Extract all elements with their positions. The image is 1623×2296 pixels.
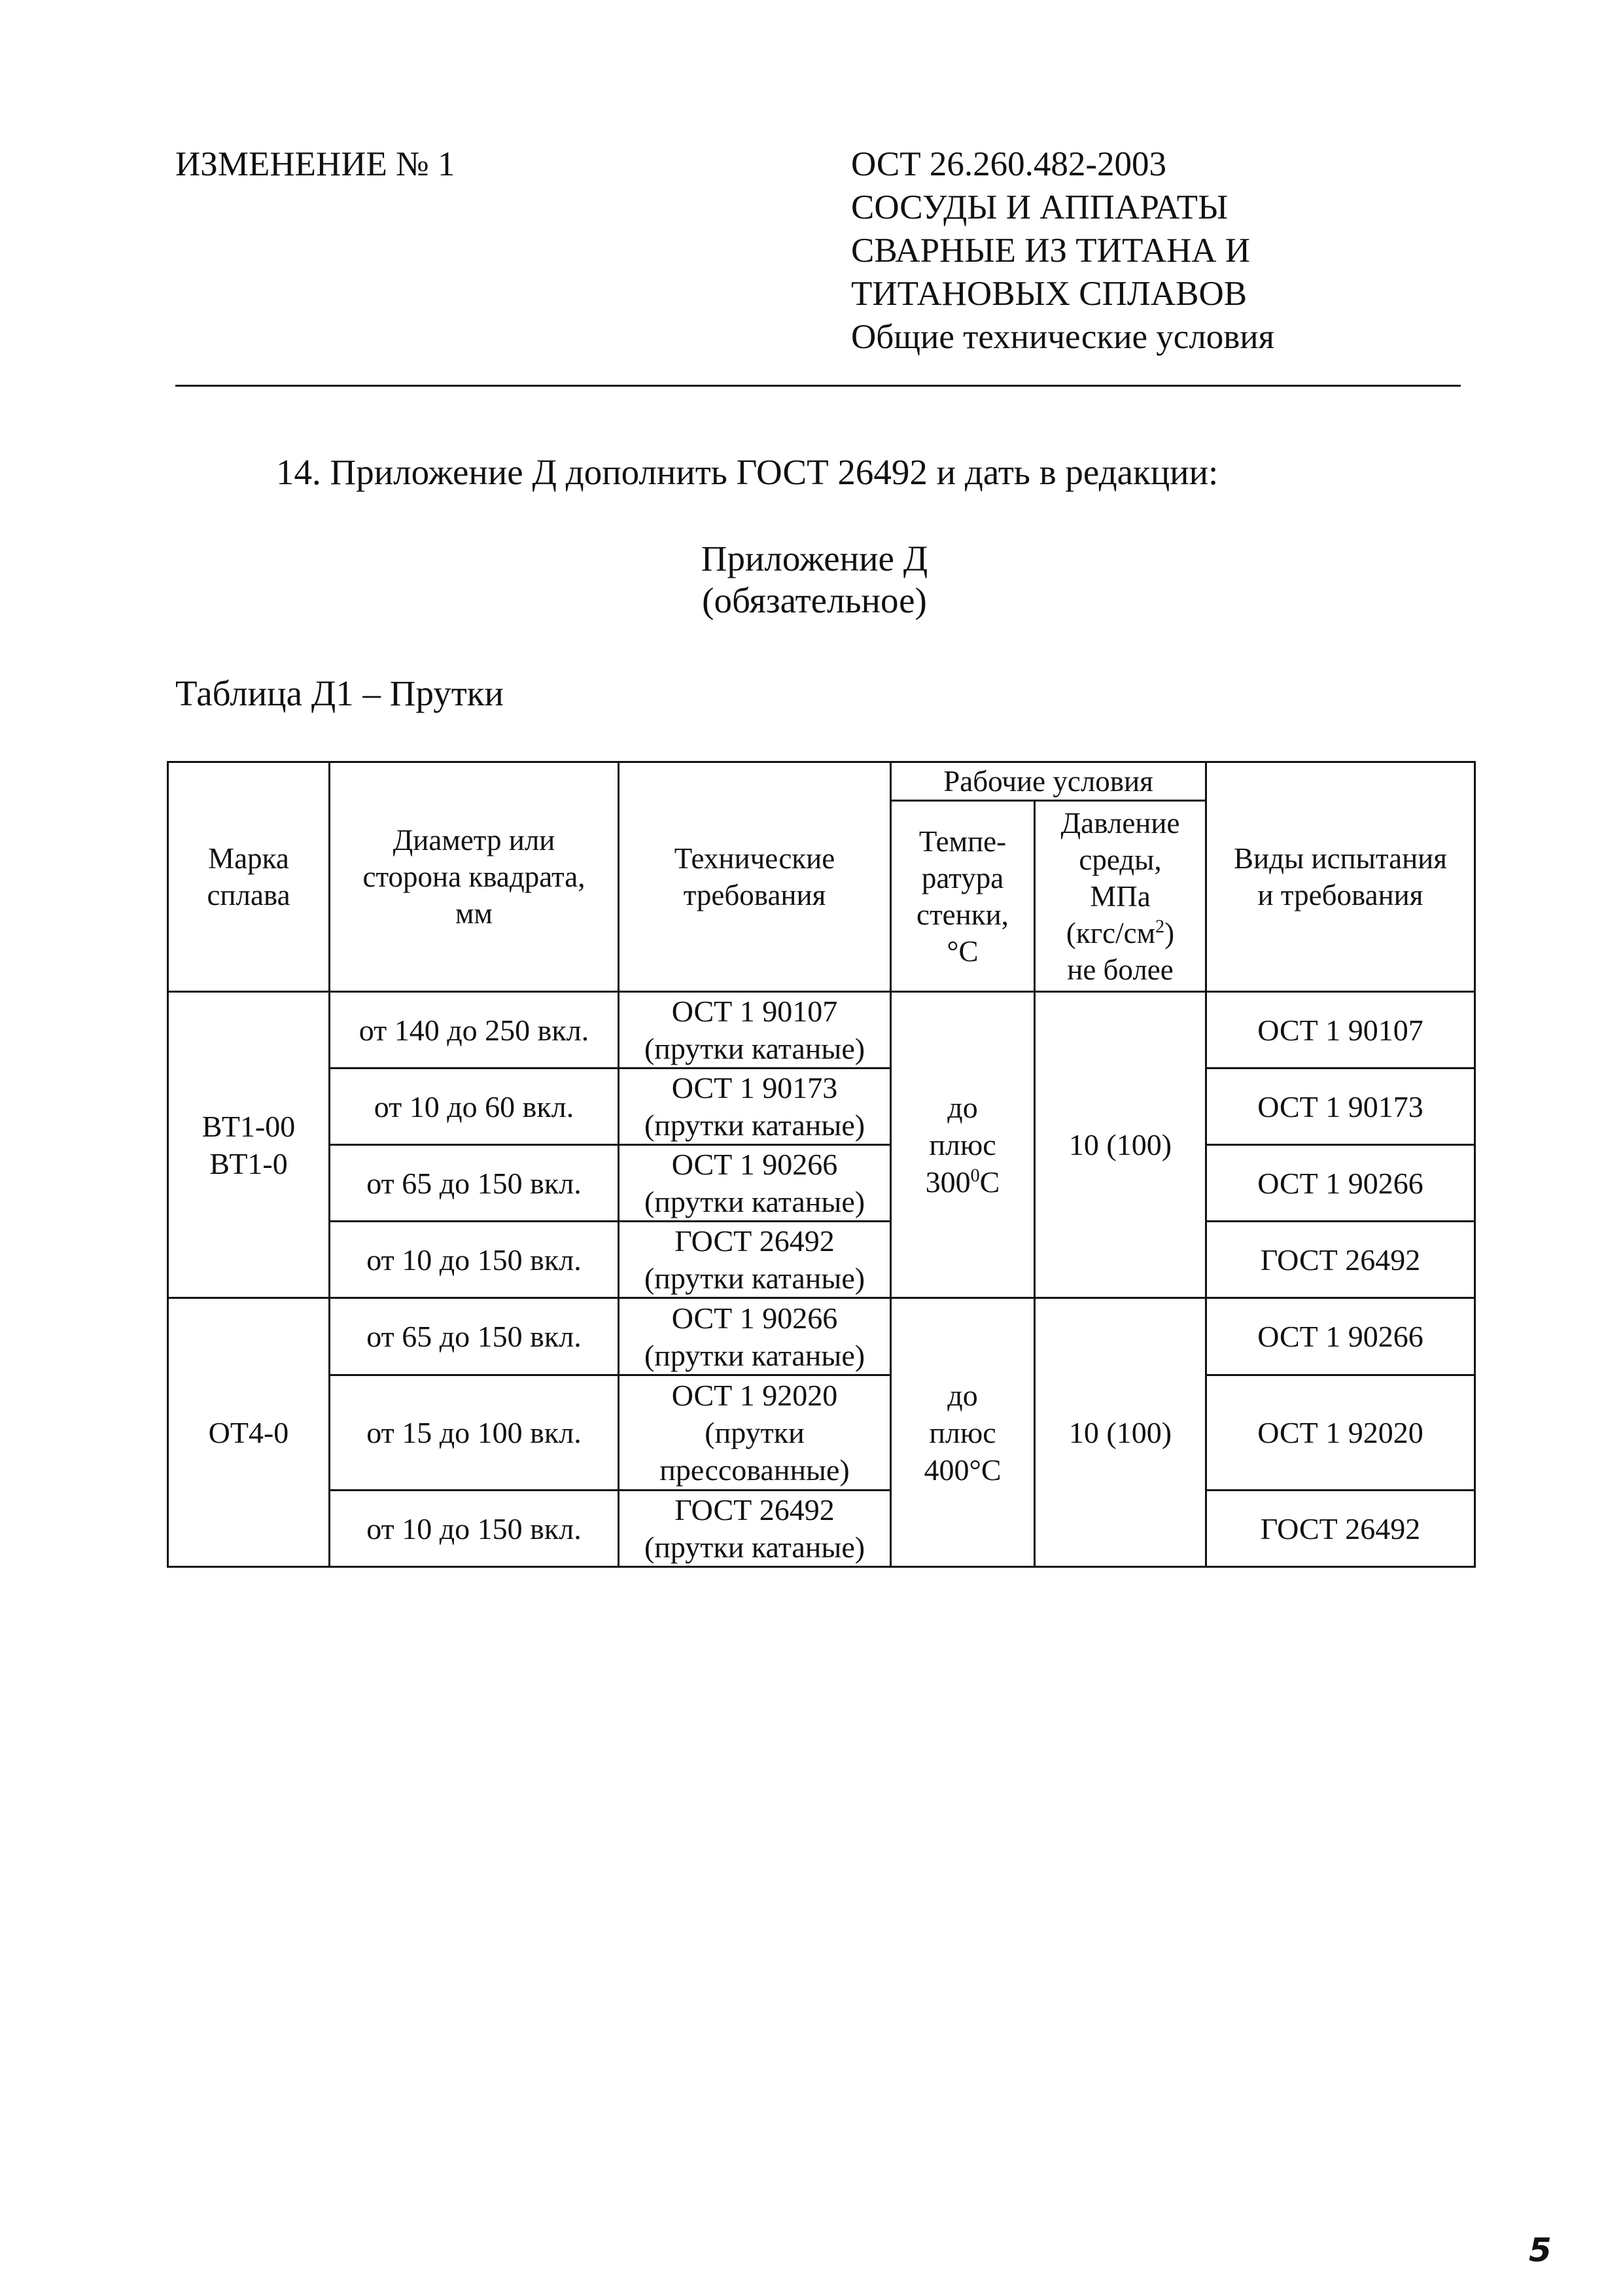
page-number: 5 [1529, 2231, 1552, 2269]
title-line: ТИТАНОВЫХ СПЛАВОВ [851, 275, 1248, 313]
title-line: СОСУДЫ И АППАРАТЫ [851, 188, 1229, 226]
table-header-row [168, 762, 1475, 801]
cell-temperature: до плюс $300^0С$ [891, 992, 1035, 1298]
rods-table [167, 761, 1476, 1568]
standard-number: ОСТ 26.260.482-2003 [851, 145, 1167, 183]
cell-tests: ОСТ 1 90266 [1206, 1145, 1475, 1222]
header-tech-requirements: Технические требования [619, 762, 891, 992]
cell-tests: ГОСТ 26492 [1206, 1222, 1475, 1298]
header-tests: Виды испытания и требования [1206, 762, 1475, 992]
table-row [168, 1145, 1475, 1222]
cell-tech: ОСТ 1 90266 (прутки катаные) [619, 1145, 891, 1222]
cell-tech: ГОСТ 26492 (прутки катаные) [619, 1491, 891, 1567]
appendix-status: (обязательное) [702, 580, 927, 620]
cell-pressure: 10 (100) [1035, 1298, 1206, 1567]
table-row [168, 992, 1475, 1069]
cell-diameter: от 10 до 150 вкл. [330, 1222, 619, 1298]
appendix-heading [661, 538, 968, 622]
header-divider [175, 385, 1461, 387]
cell-tech: ОСТ 1 90173 (прутки катаные) [619, 1069, 891, 1145]
cell-tech: ОСТ 1 92020 (прутки прессованные) [619, 1375, 891, 1491]
cell-diameter: от 10 до 150 вкл. [330, 1491, 619, 1567]
cell-pressure: 10 (100) [1035, 992, 1206, 1298]
header-alloy: Марка сплава [168, 762, 330, 992]
table-row [168, 1298, 1475, 1375]
cell-temperature: до плюс 400°С [891, 1298, 1035, 1567]
change-number: ИЗМЕНЕНИЕ № 1 [175, 145, 455, 183]
amendment-item: 14. Приложение Д дополнить ГОСТ 26492 и дать в редакции: [276, 452, 1219, 492]
cell-tests: ОСТ 1 92020 [1206, 1375, 1475, 1491]
cell-diameter: от 15 до 100 вкл. [330, 1375, 619, 1491]
cell-tests: ГОСТ 26492 [1206, 1491, 1475, 1567]
table-row [168, 1375, 1475, 1491]
header-pressure: Давление среды, МПа $(кгс/см^2)$ не более [1035, 801, 1206, 992]
cell-tests: ОСТ 1 90107 [1206, 992, 1475, 1069]
document-header [851, 143, 1274, 359]
header-temperature: Темпе- ратура стенки, °С [891, 801, 1035, 992]
document-subtitle: Общие технические условия [851, 318, 1275, 356]
header-diameter: Диаметр или сторона квадрата, мм [330, 762, 619, 992]
cell-tests: ОСТ 1 90266 [1206, 1298, 1475, 1375]
appendix-title: Приложение Д [701, 539, 928, 578]
cell-diameter: от 65 до 150 вкл. [330, 1298, 619, 1375]
cell-tech: ОСТ 1 90266 (прутки катаные) [619, 1298, 891, 1375]
table-row [168, 1491, 1475, 1567]
table-caption: Таблица Д1 – Прутки [175, 673, 504, 713]
table-row [168, 1222, 1475, 1298]
cell-alloy: ВТ1-00 ВТ1-0 [168, 992, 330, 1298]
cell-tech: ГОСТ 26492 (прутки катаные) [619, 1222, 891, 1298]
cell-alloy: ОТ4-0 [168, 1298, 330, 1567]
cell-diameter: от 65 до 150 вкл. [330, 1145, 619, 1222]
cell-diameter: от 10 до 60 вкл. [330, 1069, 619, 1145]
header-working-conditions: Рабочие условия [891, 762, 1206, 801]
table-row [168, 1069, 1475, 1145]
cell-tests: ОСТ 1 90173 [1206, 1069, 1475, 1145]
title-line: СВАРНЫЕ ИЗ ТИТАНА И [851, 232, 1251, 270]
cell-diameter: от 140 до 250 вкл. [330, 992, 619, 1069]
cell-tech: ОСТ 1 90107 (прутки катаные) [619, 992, 891, 1069]
